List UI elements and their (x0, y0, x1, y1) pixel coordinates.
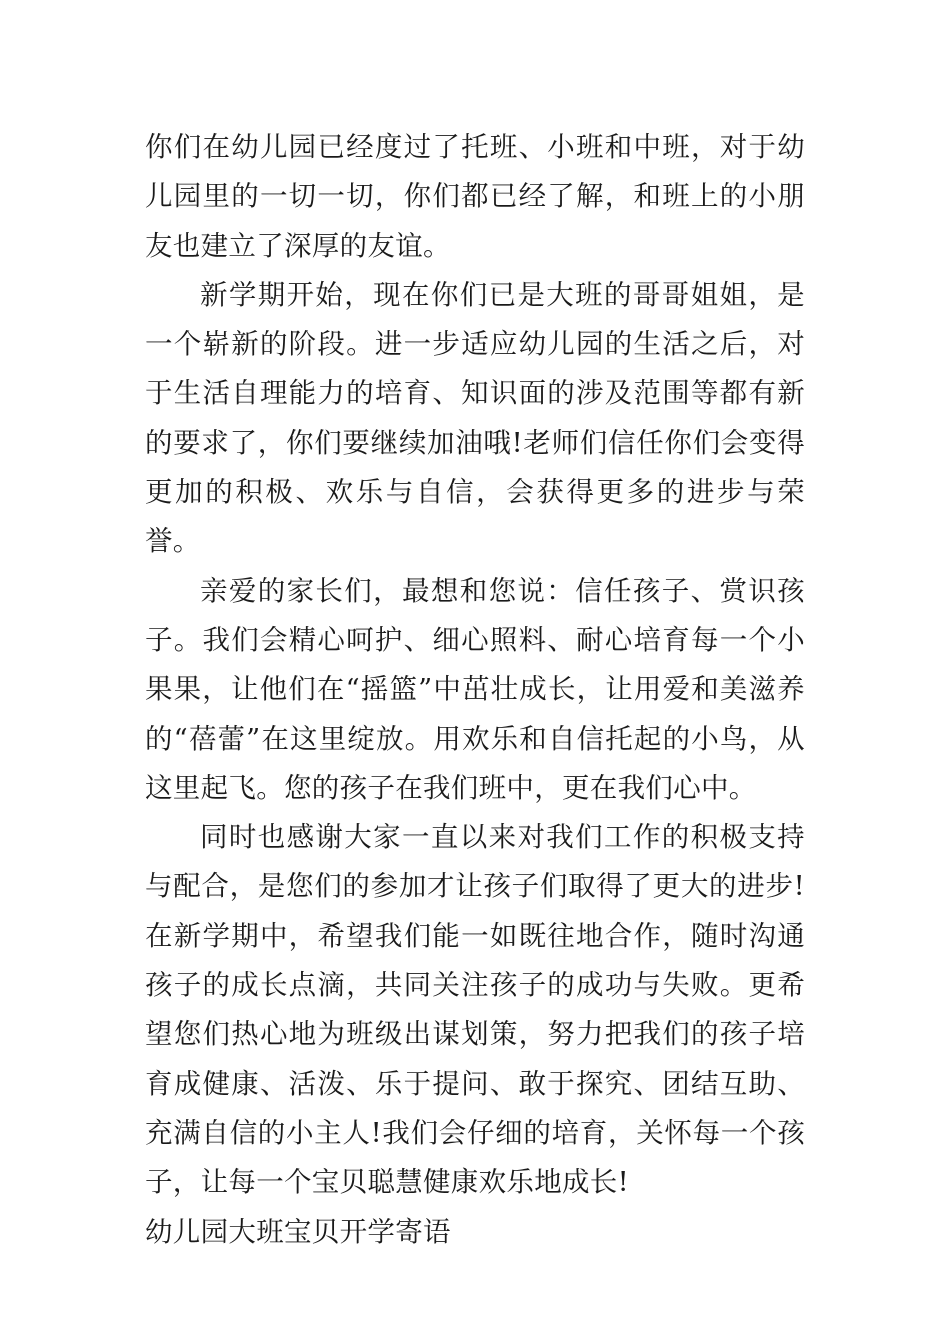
paragraph-1: 你们在幼儿园已经度过了托班、小班和中班，对于幼儿园里的一切一切，你们都已经了解，和班上的小朋友也建立了深厚的友谊。 (145, 131, 805, 262)
paragraph-4: 同时也感谢大家一直以来对我们工作的积极支持与配合，是您们的参加才让孩子们取得了更大的进步!在新学期中，希望我们能一如既往地合作，随时沟通孩子的成长点滴，共同关注孩子的成功与失败。更希望您们热心地为班级出谋划策，努力把我们的孩子培育成健康、活泼、乐于提问、敢于探究、团结互助、充满自信的小主人!我们会仔细的培育，关怀每一个孩子，让每一个宝贝聪慧健康欢乐地成长! (145, 821, 805, 1199)
document-body (145, 123, 805, 1257)
document-title: 幼儿园大班宝贝开学寄语 (145, 1215, 451, 1248)
paragraph-3: 亲爱的家长们，最想和您说：信任孩子、赏识孩子。我们会精心呵护、细心照料、耐心培育每一个小果果，让他们在“摇篮”中茁壮成长，让用爱和美滋养的“蓓蕾”在这里绽放。用欢乐和自信托起的小鸟，从这里起飞。您的孩子在我们班中，更在我们心中。 (145, 574, 805, 804)
paragraph-2: 新学期开始，现在你们已是大班的哥哥姐姐，是一个崭新的阶段。进一步适应幼儿园的生活之后，对于生活自理能力的培育、知识面的涉及范围等都有新的要求了，你们要继续加油哦!老师们信任你们会变得更加的积极、欢乐与自信，会获得更多的进步与荣誉。 (145, 278, 805, 558)
